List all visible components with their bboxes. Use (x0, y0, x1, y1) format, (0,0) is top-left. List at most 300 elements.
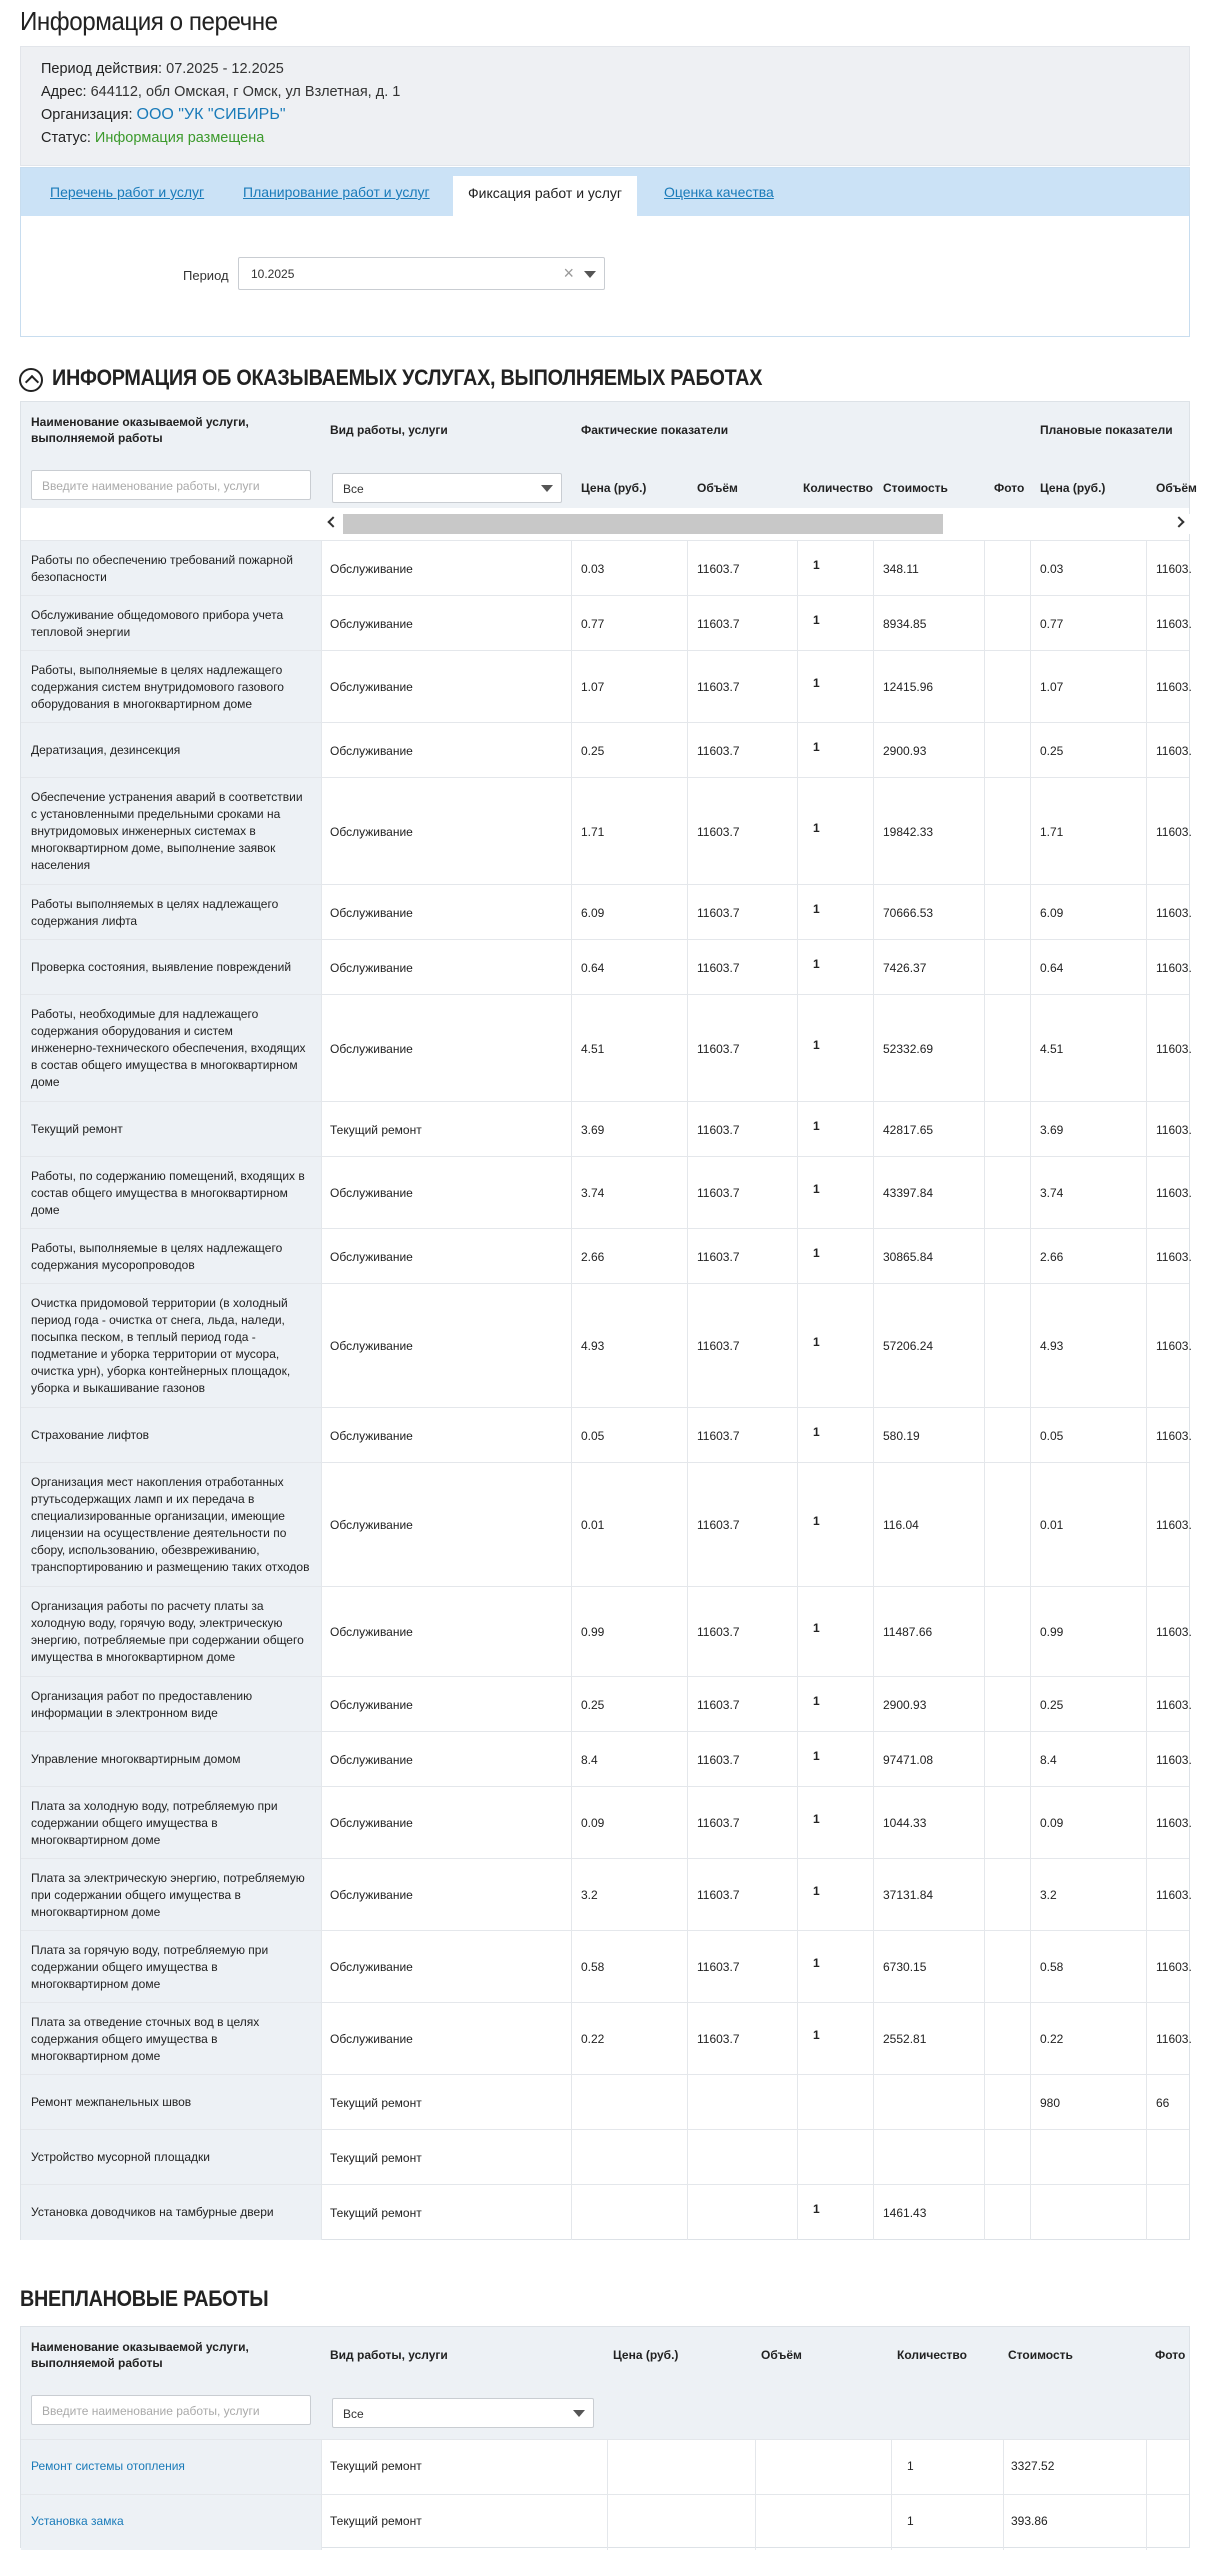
plan-volume-cell: 11603. (1156, 1960, 1192, 1974)
period-label: Период действия: (41, 61, 163, 77)
unplanned-work-link[interactable]: Ремонт системы отопления (31, 2459, 185, 2473)
service-name-line: инженерно-технического обеспечения, входящих (31, 1041, 306, 1055)
column-divider (687, 2003, 688, 2075)
column-divider (984, 885, 985, 940)
column-divider (571, 1229, 572, 1284)
service-name (31, 742, 316, 759)
column-divider (797, 1732, 798, 1787)
plan-volume-cell: 11603. (1156, 680, 1192, 694)
col-name-header (31, 414, 249, 446)
price-cell: 0.03 (581, 562, 605, 576)
column-divider (1146, 1229, 1147, 1284)
column-divider (891, 2440, 892, 2495)
column-divider (873, 723, 874, 778)
service-name (31, 2094, 316, 2111)
column-divider (571, 723, 572, 778)
work-type: Обслуживание (330, 1518, 413, 1532)
work-type: Обслуживание (330, 906, 413, 920)
plan-volume-cell: 11603. (1156, 1518, 1192, 1532)
plan-price-cell: 8.4 (1040, 1753, 1057, 1767)
column-divider (571, 885, 572, 940)
work-type: Текущий ремонт (330, 2459, 422, 2473)
service-name-line: оборудования в многоквартирном доме (31, 697, 253, 711)
column-divider (1030, 1587, 1031, 1677)
price-cell: 0.22 (581, 2032, 605, 2046)
service-name-line: содержании общего имущества в (31, 1960, 218, 1974)
table-row (21, 1407, 1192, 1462)
price-cell: 3.69 (581, 1123, 605, 1137)
qty-cell: 1 (813, 613, 820, 627)
cost-cell: 2900.93 (883, 744, 927, 758)
column-divider (873, 1859, 874, 1931)
qty-cell: 1 (813, 676, 820, 690)
column-divider (1030, 1408, 1031, 1463)
column-divider (797, 1677, 798, 1732)
unplanned-work-link[interactable]: Установка замка (31, 2514, 124, 2528)
service-name-line: многоквартирном доме (31, 1977, 161, 1991)
period-select-value: 10.2025 (251, 267, 295, 281)
column-divider (1146, 1732, 1147, 1787)
column-divider (1030, 1284, 1031, 1408)
name-filter-input[interactable] (31, 470, 311, 500)
tab-quality[interactable]: Оценка качества (664, 184, 774, 200)
cost-cell: 2552.81 (883, 2032, 927, 2046)
column-divider (1146, 940, 1147, 995)
service-name (31, 1121, 316, 1138)
service-name-line: Плата за электрическую энергию, потребляемую (31, 1871, 305, 1885)
service-name-line: Работы, выполняемые в целях надлежащего (31, 1241, 283, 1255)
clear-icon[interactable]: × (563, 263, 574, 283)
plan-price-cell: 1.71 (1040, 825, 1064, 839)
column-divider (571, 651, 572, 723)
column-divider (321, 1677, 322, 1732)
service-name-line: Плата за горячую воду, потребляемую при (31, 1943, 269, 1957)
name-filter-placeholder: Введите наименование работы, услуги (42, 479, 260, 493)
plan-volume-cell: 66 (1156, 2096, 1170, 2110)
column-divider (984, 2130, 985, 2185)
column-divider (687, 940, 688, 995)
column-divider (1030, 1102, 1031, 1157)
service-name-line: доме (31, 1075, 60, 1089)
column-divider (571, 1859, 572, 1931)
volume-cell: 11603.7 (697, 825, 740, 839)
column-divider (1030, 1463, 1031, 1587)
work-type: Обслуживание (330, 1625, 413, 1639)
column-divider (687, 2130, 688, 2185)
column-divider (797, 2003, 798, 2075)
work-type: Обслуживание (330, 2032, 413, 2046)
column-divider (687, 541, 688, 596)
plan-volume-cell: 11603. (1156, 1698, 1192, 1712)
scroll-left-icon[interactable] (327, 516, 338, 527)
service-name-line: безопасности (31, 570, 107, 584)
u-col-photo-header: Фото (1155, 2348, 1186, 2362)
u-col-type-header: Вид работы, услуги (330, 2348, 448, 2362)
service-name-line: Организация работ по предоставлению (31, 1689, 253, 1703)
tab-services-list[interactable]: Перечень работ и услуг (50, 184, 205, 200)
service-name (31, 1688, 316, 1722)
column-divider (1146, 1463, 1147, 1587)
column-divider (797, 1587, 798, 1677)
work-type: Обслуживание (330, 562, 413, 576)
service-name-line: Обслуживание общедомового прибора учета (31, 608, 284, 622)
service-name-line: транспортированию и размещению таких отходов (31, 1560, 310, 1574)
table-row (21, 777, 1192, 884)
column-divider (1030, 723, 1031, 778)
column-divider (984, 1102, 985, 1157)
period-select[interactable] (238, 257, 605, 290)
column-divider (1003, 2495, 1004, 2550)
service-name (31, 1598, 316, 1666)
col-volume-header: Объём (697, 481, 738, 495)
price-cell: 0.01 (581, 1518, 605, 1532)
table-row (21, 722, 1192, 777)
column-divider (873, 1931, 874, 2003)
column-divider (571, 596, 572, 651)
column-divider (687, 2075, 688, 2130)
plan-volume-cell: 11603. (1156, 617, 1192, 631)
service-name-line: сбору, использованию, обезвреживанию, (31, 1543, 260, 1557)
column-divider (873, 1677, 874, 1732)
column-divider (891, 2495, 892, 2550)
table-row (21, 1283, 1192, 1407)
table-row (21, 1156, 1192, 1228)
qty-cell: 1 (813, 740, 820, 754)
volume-cell: 11603.7 (697, 1753, 740, 1767)
qty-cell: 1 (813, 902, 820, 916)
service-name-line: Очистка придомовой территории (в холодный (31, 1296, 288, 1310)
service-name-line: подметание и уборка территории от мусора, (31, 1347, 280, 1361)
work-type: Обслуживание (330, 744, 413, 758)
address-label: Адрес: (41, 84, 87, 100)
column-divider (571, 2003, 572, 2075)
work-type: Обслуживание (330, 1250, 413, 1264)
service-name (31, 1870, 316, 1921)
column-divider (321, 2075, 322, 2130)
u-col-name-header-line2: выполняемой работы (31, 2356, 163, 2370)
column-divider (984, 1229, 985, 1284)
u-col-price-header: Цена (руб.) (613, 2348, 679, 2362)
org-label: Организация: (41, 107, 133, 123)
service-name-line: содержания систем внутридомового газового (31, 680, 284, 694)
service-name (31, 1798, 316, 1849)
u-name-filter-input[interactable] (31, 2395, 311, 2425)
work-type: Текущий ремонт (330, 2151, 422, 2165)
cost-cell: 3327.52 (1011, 2459, 1055, 2473)
price-cell: 0.09 (581, 1816, 605, 1830)
column-divider (797, 596, 798, 651)
plan-price-cell: 2.66 (1040, 1250, 1064, 1264)
col-price-header: Цена (руб.) (581, 481, 647, 495)
scroll-thumb[interactable] (343, 514, 943, 534)
column-divider (321, 651, 322, 723)
column-divider (1030, 2075, 1031, 2130)
service-name-line: многоквартирном доме, выполнение заявок (31, 841, 276, 855)
column-divider (797, 778, 798, 885)
column-divider (797, 2130, 798, 2185)
column-divider (797, 2075, 798, 2130)
service-name-line: многоквартирном доме (31, 2049, 161, 2063)
column-divider (1146, 2130, 1147, 2185)
column-divider (984, 651, 985, 723)
plan-price-cell: 0.25 (1040, 744, 1064, 758)
column-divider (571, 1677, 572, 1732)
column-divider (1030, 2003, 1031, 2075)
column-divider (321, 995, 322, 1102)
column-divider (571, 541, 572, 596)
qty-cell: 1 (813, 1514, 820, 1528)
column-divider (984, 1157, 985, 1229)
tab-fixation[interactable]: Фиксация работ и услуг (453, 176, 637, 216)
column-divider (1030, 1787, 1031, 1859)
column-divider (797, 1787, 798, 1859)
table-row (21, 994, 1192, 1101)
work-type: Обслуживание (330, 680, 413, 694)
volume-cell: 11603.7 (697, 744, 740, 758)
column-divider (1030, 1732, 1031, 1787)
work-type: Обслуживание (330, 825, 413, 839)
chevron-down-icon (584, 271, 596, 278)
price-cell: 0.64 (581, 961, 605, 975)
cost-cell: 12415.96 (883, 680, 934, 694)
service-name (31, 1295, 316, 1397)
plan-price-cell: 6.09 (1040, 906, 1064, 920)
column-divider (1146, 596, 1147, 651)
price-cell: 4.51 (581, 1042, 605, 1056)
table-row (21, 595, 1192, 650)
column-divider (1030, 995, 1031, 1102)
table-row (21, 2002, 1192, 2074)
service-name (31, 1006, 316, 1091)
table-row (21, 1786, 1192, 1858)
table-row (21, 939, 1192, 994)
tab-planning[interactable]: Планирование работ и услуг (243, 184, 430, 200)
column-divider (687, 1931, 688, 2003)
column-divider (571, 1157, 572, 1229)
column-divider (984, 940, 985, 995)
column-divider (873, 1408, 874, 1463)
unplanned-table (20, 2326, 1190, 2548)
type-filter-value: Все (343, 482, 364, 496)
plan-price-cell: 4.93 (1040, 1339, 1064, 1353)
plan-price-cell: 3.74 (1040, 1186, 1064, 1200)
plan-volume-cell: 11603. (1156, 744, 1192, 758)
u-type-filter-select[interactable] (332, 2398, 594, 2428)
section-title: ИНФОРМАЦИЯ ОБ ОКАЗЫВАЕМЫХ УСЛУГАХ, ВЫПОЛНЯЕМЫХ РАБОТАХ (52, 365, 763, 390)
service-name (31, 1168, 316, 1219)
price-cell: 0.05 (581, 1429, 605, 1443)
column-divider (873, 1463, 874, 1587)
column-divider (1030, 2185, 1031, 2240)
column-divider (797, 723, 798, 778)
cost-cell: 37131.84 (883, 1888, 934, 1902)
column-divider (571, 1102, 572, 1157)
column-divider (1030, 1157, 1031, 1229)
column-divider (1030, 1859, 1031, 1931)
volume-cell: 11603.7 (697, 1123, 740, 1137)
column-divider (984, 1859, 985, 1931)
column-divider (571, 1463, 572, 1587)
cost-cell: 30865.84 (883, 1250, 934, 1264)
plan-volume-cell: 11603. (1156, 1339, 1192, 1353)
price-cell: 0.25 (581, 744, 605, 758)
qty-cell: 1 (813, 558, 820, 572)
plan-price-cell: 0.22 (1040, 2032, 1064, 2046)
service-name-line: содержания оборудования и систем (31, 1024, 233, 1038)
column-divider (984, 1677, 985, 1732)
service-name (31, 1240, 316, 1274)
collapse-icon[interactable] (19, 368, 43, 392)
chevron-down-icon (573, 2410, 585, 2417)
plan-volume-cell: 11603. (1156, 1888, 1192, 1902)
cost-cell: 70666.53 (883, 906, 934, 920)
column-divider (1146, 1284, 1147, 1408)
qty-cell: 1 (813, 1038, 820, 1052)
service-name (31, 1427, 316, 1444)
column-divider (984, 723, 985, 778)
plan-price-cell: 3.69 (1040, 1123, 1064, 1137)
column-divider (687, 1284, 688, 1408)
column-divider (1146, 1787, 1147, 1859)
column-divider (873, 2130, 874, 2185)
service-name-line: Проверка состояния, выявление повреждений (31, 960, 292, 974)
service-name-line: населения (31, 858, 91, 872)
column-divider (321, 1931, 322, 2003)
plan-price-cell: 0.58 (1040, 1960, 1064, 1974)
volume-cell: 11603.7 (697, 1042, 740, 1056)
column-divider (1146, 2185, 1147, 2240)
service-name-line: информации в электронном виде (31, 1706, 218, 1720)
service-name-line: содержания лифта (31, 914, 138, 928)
service-name (31, 552, 316, 586)
price-cell: 2.66 (581, 1250, 605, 1264)
column-divider (321, 723, 322, 778)
column-divider (1030, 1931, 1031, 2003)
column-divider (687, 723, 688, 778)
table-row (21, 1462, 1192, 1586)
volume-cell: 11603.7 (697, 1816, 740, 1830)
column-divider (321, 1284, 322, 1408)
volume-cell: 11603.7 (697, 1625, 740, 1639)
col-photo-header: Фото (994, 481, 1025, 495)
service-name (31, 662, 316, 713)
cost-cell: 393.86 (1011, 2514, 1048, 2528)
plan-volume-cell: 11603. (1156, 562, 1192, 576)
column-divider (873, 1102, 874, 1157)
plan-volume-cell: 11603. (1156, 961, 1192, 975)
column-divider (873, 940, 874, 995)
column-divider (984, 2003, 985, 2075)
work-type: Обслуживание (330, 1339, 413, 1353)
cost-cell: 8934.85 (883, 617, 927, 631)
column-divider (984, 1408, 985, 1463)
column-divider (571, 2185, 572, 2240)
volume-cell: 11603.7 (697, 1339, 740, 1353)
service-name (31, 789, 316, 874)
col-name-header-line2: выполняемой работы (31, 431, 163, 445)
service-name (31, 1474, 316, 1576)
status-row (41, 130, 264, 146)
status-value: Информация размещена (94, 130, 265, 146)
column-divider (321, 2495, 322, 2550)
column-divider (1030, 778, 1031, 885)
table-row (21, 1858, 1192, 1930)
work-type: Текущий ремонт (330, 2206, 422, 2220)
column-divider (571, 940, 572, 995)
table-row (21, 2184, 1189, 2239)
type-filter-select[interactable] (332, 473, 562, 503)
column-divider (755, 2440, 756, 2495)
column-divider (1146, 1859, 1147, 1931)
services-table (20, 401, 1197, 2240)
column-divider (571, 1587, 572, 1677)
work-type: Обслуживание (330, 1753, 413, 1767)
plan-price-cell: 0.09 (1040, 1816, 1064, 1830)
price-cell: 3.74 (581, 1186, 605, 1200)
column-divider (687, 1859, 688, 1931)
service-name-line: многоквартирном доме (31, 1833, 161, 1847)
price-cell: 0.77 (581, 617, 605, 631)
qty-cell: 1 (813, 1621, 820, 1635)
plan-price-cell: 0.99 (1040, 1625, 1064, 1639)
column-divider (321, 2003, 322, 2075)
qty-cell: 1 (813, 1694, 820, 1708)
cost-cell: 97471.08 (883, 1753, 934, 1767)
col-qty-header: Количество (803, 481, 873, 495)
price-cell: 0.25 (581, 1698, 605, 1712)
qty-cell: 1 (813, 1812, 820, 1826)
unplanned-table-header (21, 2327, 1189, 2439)
org-link[interactable]: ООО "УК "СИБИРЬ" (136, 106, 286, 123)
plan-volume-cell: 11603. (1156, 1816, 1192, 1830)
service-name-line: уборка и выкашивание газонов (31, 1381, 206, 1395)
column-divider (321, 1787, 322, 1859)
volume-cell: 11603.7 (697, 562, 740, 576)
cost-cell: 1461.43 (883, 2206, 927, 2220)
work-type: Обслуживание (330, 961, 413, 975)
service-name-line: имущества в многоквартирном доме (31, 1650, 236, 1664)
column-divider (321, 778, 322, 885)
u-col-volume-header: Объём (761, 2348, 802, 2362)
column-divider (687, 885, 688, 940)
service-name-line: Работы, выполняемые в целях надлежащего (31, 663, 283, 677)
service-name-line: Текущий ремонт (31, 1122, 123, 1136)
price-cell: 1.71 (581, 825, 605, 839)
volume-cell: 11603.7 (697, 1518, 740, 1532)
column-divider (1146, 1931, 1147, 2003)
column-divider (1146, 1157, 1147, 1229)
column-divider (797, 1229, 798, 1284)
column-divider (571, 1787, 572, 1859)
column-divider (687, 651, 688, 723)
horizontal-scrollbar[interactable] (321, 514, 1191, 534)
column-divider (873, 651, 874, 723)
service-name-line: Плата за холодную воду, потребляемую при (31, 1799, 278, 1813)
table-row (21, 650, 1192, 722)
scroll-right-icon[interactable] (1173, 516, 1184, 527)
column-divider (687, 1463, 688, 1587)
column-divider (797, 1463, 798, 1587)
column-divider (321, 2440, 322, 2495)
period-value: 07.2025 - 12.2025 (166, 61, 284, 77)
work-type: Обслуживание (330, 617, 413, 631)
volume-cell: 11603.7 (697, 1186, 740, 1200)
col-type-header: Вид работы, услуги (330, 423, 448, 437)
page-title: Информация о перечне (20, 6, 278, 36)
plan-volume-cell: 11603. (1156, 906, 1192, 920)
u-col-name-header (31, 2339, 249, 2371)
column-divider (321, 1102, 322, 1157)
